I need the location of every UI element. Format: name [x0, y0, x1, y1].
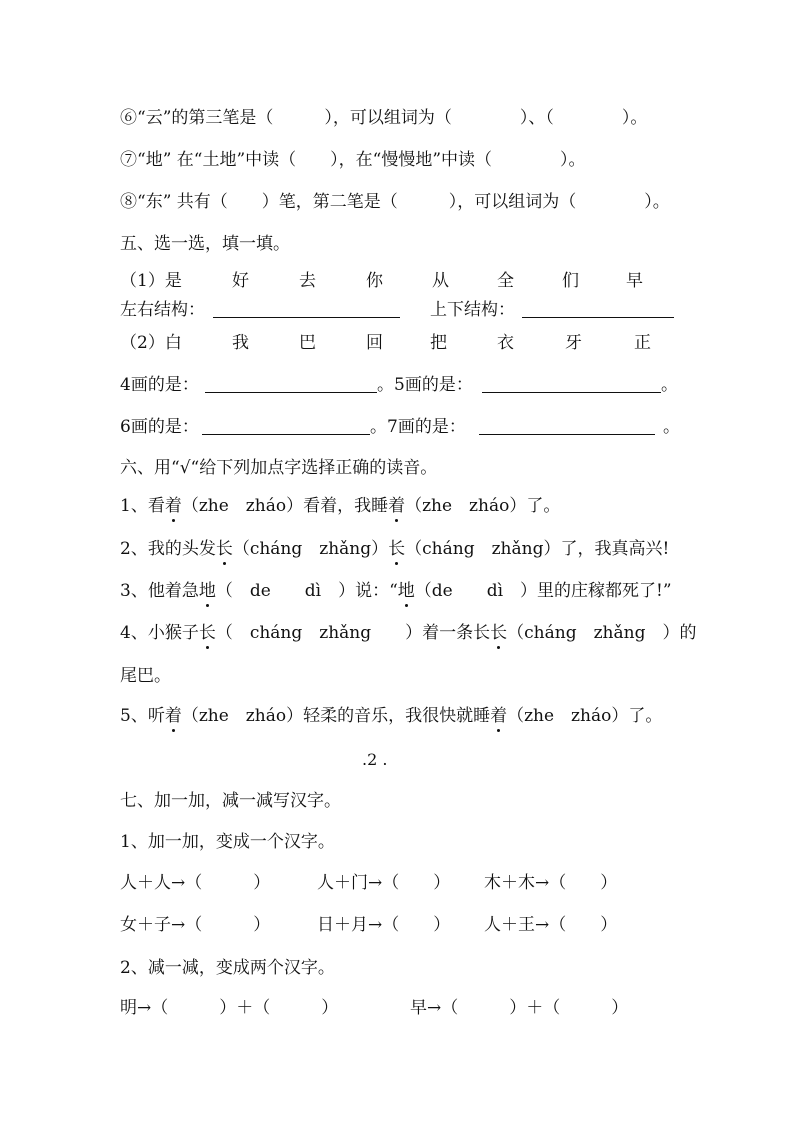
question-6: ⑥“云”的第三笔是（ ），可以组词为（ ）、（ ）。: [120, 108, 648, 128]
seven-strokes-blank[interactable]: [479, 434, 655, 435]
add-item: 人＋人→（ ）: [120, 873, 271, 893]
add-item: 人＋王→（ ）: [484, 915, 618, 935]
add-item: 日＋月→（ ）: [317, 915, 451, 935]
group-2-char: 我: [232, 333, 249, 353]
group-1-char: 你: [366, 271, 383, 291]
group-2-char: 牙: [565, 333, 582, 353]
pinyin-line-4: 4、小猴子长（ cháng zhǎng ）着一条长长（cháng zhǎng ）的: [120, 623, 697, 643]
section-7-heading: 七、加一加，减一减写汉字。: [120, 791, 341, 811]
add-subheading: 1、加一加，变成一个汉字。: [120, 832, 335, 852]
page-number: .2 .: [362, 750, 388, 769]
left-right-blank[interactable]: [213, 317, 400, 318]
group-2-char: 正: [634, 333, 651, 353]
group-2-label: （2）白: [120, 333, 182, 353]
minus-subheading: 2、减一减，变成两个汉字。: [120, 958, 335, 978]
section-5-heading: 五、选一选，填一填。: [120, 234, 290, 254]
six-strokes-label: 6画的是：: [120, 417, 199, 437]
group-2-char: 巴: [299, 333, 316, 353]
top-bottom-blank[interactable]: [522, 317, 674, 318]
pinyin-line-2: 2、我的头发长（cháng zhǎng）长（cháng zhǎng）了，我真高兴!: [120, 539, 670, 559]
pinyin-line-4-cont: 尾巴。: [120, 666, 171, 686]
group-2-char: 把: [430, 333, 447, 353]
period: 。: [663, 417, 680, 437]
left-right-label: 左右结构：: [120, 300, 205, 320]
pinyin-line-5: 5、听着（zhe zháo）轻柔的音乐，我很快就睡着（zhe zháo）了。: [120, 706, 663, 726]
top-bottom-label: 上下结构：: [430, 300, 515, 320]
four-strokes-blank[interactable]: [205, 392, 377, 393]
section-6-heading: 六、用“√“给下列加点字选择正确的读音。: [120, 458, 438, 478]
six-strokes-blank[interactable]: [202, 434, 370, 435]
add-item: 木＋木→（ ）: [484, 873, 618, 893]
group-2-char: 衣: [497, 333, 514, 353]
five-strokes-label: 。5画的是：: [377, 375, 473, 395]
pinyin-line-3: 3、他着急地（ de dì ）说：“地（de dì ）里的庄稼都死了!”: [120, 581, 672, 601]
add-item: 人＋门→（ ）: [317, 873, 451, 893]
seven-strokes-label: 。7画的是：: [370, 417, 466, 437]
pinyin-line-1: 1、看着（zhe zháo）看着，我睡着（zhe zháo）了。: [120, 496, 561, 516]
minus-item: 早→（ ）＋（ ）: [410, 998, 629, 1018]
minus-item: 明→（ ）＋（ ）: [120, 998, 339, 1018]
group-2-char: 回: [366, 333, 383, 353]
question-8: ⑧“东” 共有（ ）笔，第二笔是（ ），可以组词为（ ）。: [120, 192, 670, 212]
group-1-char: 从: [432, 271, 449, 291]
four-strokes-label: 4画的是：: [120, 375, 199, 395]
group-1-char: 全: [497, 271, 514, 291]
group-1-label: （1）是: [120, 271, 182, 291]
group-1-char: 们: [562, 271, 579, 291]
group-1-char: 好: [232, 271, 249, 291]
group-1-char: 去: [299, 271, 316, 291]
group-1-char: 早: [626, 271, 643, 291]
five-strokes-blank[interactable]: [482, 392, 661, 393]
question-7: ⑦“地” 在“土地”中读（ ），在“慢慢地”中读（ ）。: [120, 150, 586, 170]
add-item: 女＋子→（ ）: [120, 915, 271, 935]
period: 。: [661, 375, 678, 395]
